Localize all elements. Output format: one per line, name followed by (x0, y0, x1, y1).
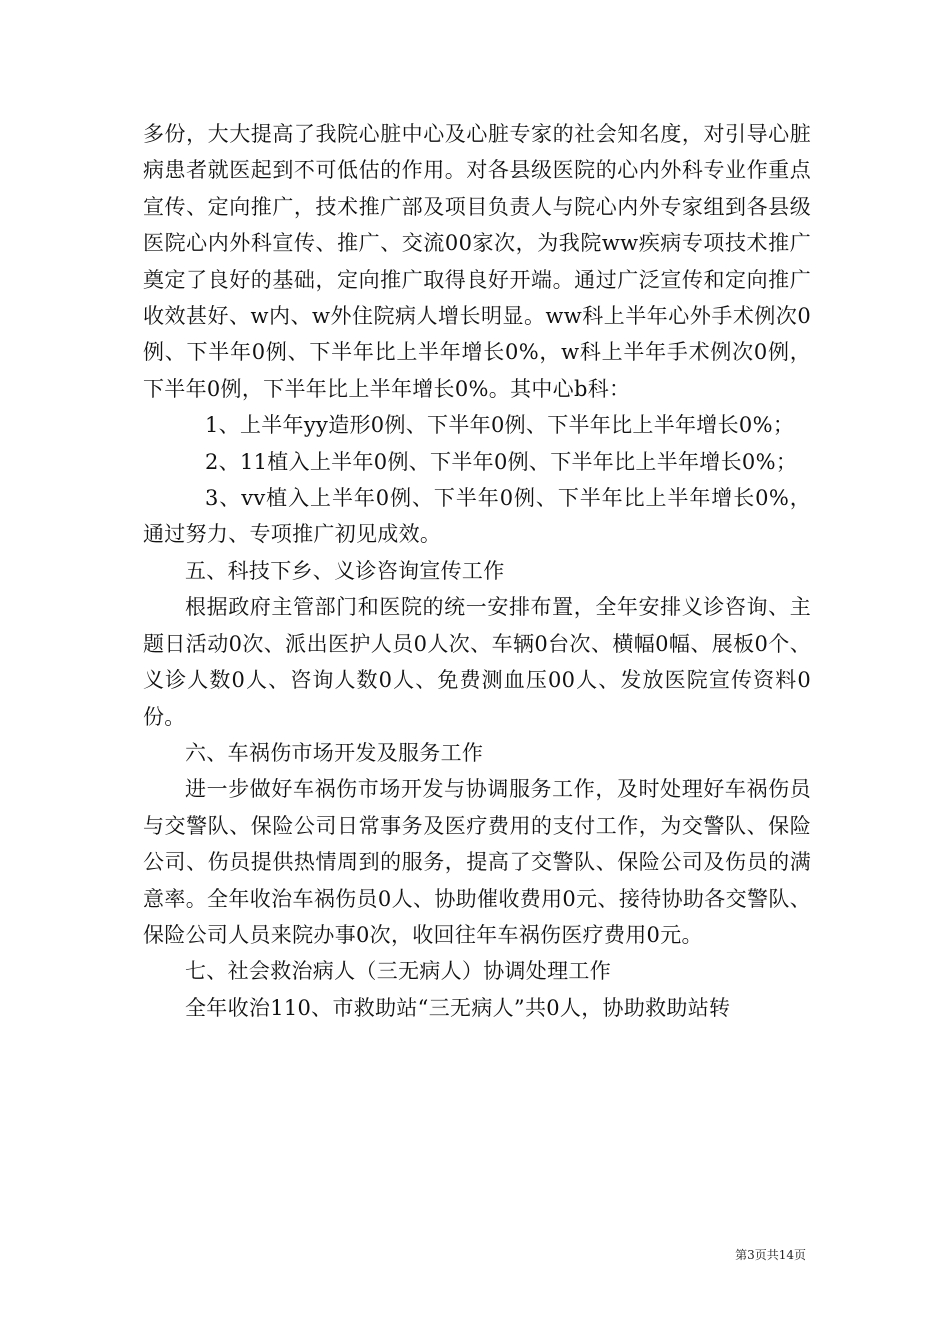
page-number-footer: 第3页共14页 (735, 1248, 806, 1262)
list-item-2: 2、11植入上半年0例、下半年0例、下半年比上半年增长0%； (205, 449, 798, 474)
section-heading-6: 六、车祸伤市场开发及服务工作 (185, 740, 484, 765)
section-heading-7: 七、社会救治病人（三无病人）协调处理工作 (185, 959, 611, 984)
paragraph-section-7: 全年收治110、市救助站“三无病人”共0人，协助救助站转 (185, 995, 731, 1020)
paragraph-section-6: 进一步做好车祸伤市场开发与协调服务工作，及时处理好车祸伤员与交警队、保险公司日常事务及医疗费用的支付工作，为交警队、保险公司、伤员提供热情周到的服务，提高了交警队、保险公司及伤员的满意率。全年收治车祸伤员0人、协助催收费用0元、接待协助各交警队、保险公司人员来院办事0次，收回往年车祸伤医疗费用0元。 (143, 777, 811, 947)
paragraph-section-5: 根据政府主管部门和医院的统一安排布置，全年安排义诊咨询、主题日活动0次、派出医护人员0人次、车辆0台次、横幅0幅、展板0个、义诊人数0人、咨询人数0人、免费测血压00人、发放医院宣传资料0份。 (143, 595, 811, 729)
section-heading-5: 五、科技下乡、义诊咨询宣传工作 (185, 558, 505, 583)
paragraph-intro: 多份，大大提高了我院心脏中心及心脏专家的社会知名度，对引导心脏病患者就医起到不可低估的作用。对各县级医院的心内外科专业作重点宣传、定向推广，技术推广部及项目负责人与院心内外专家组到各县级医院心内外科宣传、推广、交流00家次，为我院ww疾病专项技术推广奠定了良好的基础，定向推广取得良好开端。通过广泛宣传和定向推广收效甚好、w内、w外住院病人增长明显。ww科上半年心外手术例次0例、下半年0例、下半年比上半年增长0%，w科上半年手术例次0例，下半年0例，下半年比上半年增长0%。其中心b科： (143, 122, 811, 401)
list-item-1: 1、上半年yy造形0例、下半年0例、下半年比上半年增长0%； (205, 413, 795, 438)
document-body (143, 116, 811, 1026)
list-item-3: 3、vv植入上半年0例、下半年0例、下半年比上半年增长0%，通过努力、专项推广初见成效。 (143, 486, 811, 547)
